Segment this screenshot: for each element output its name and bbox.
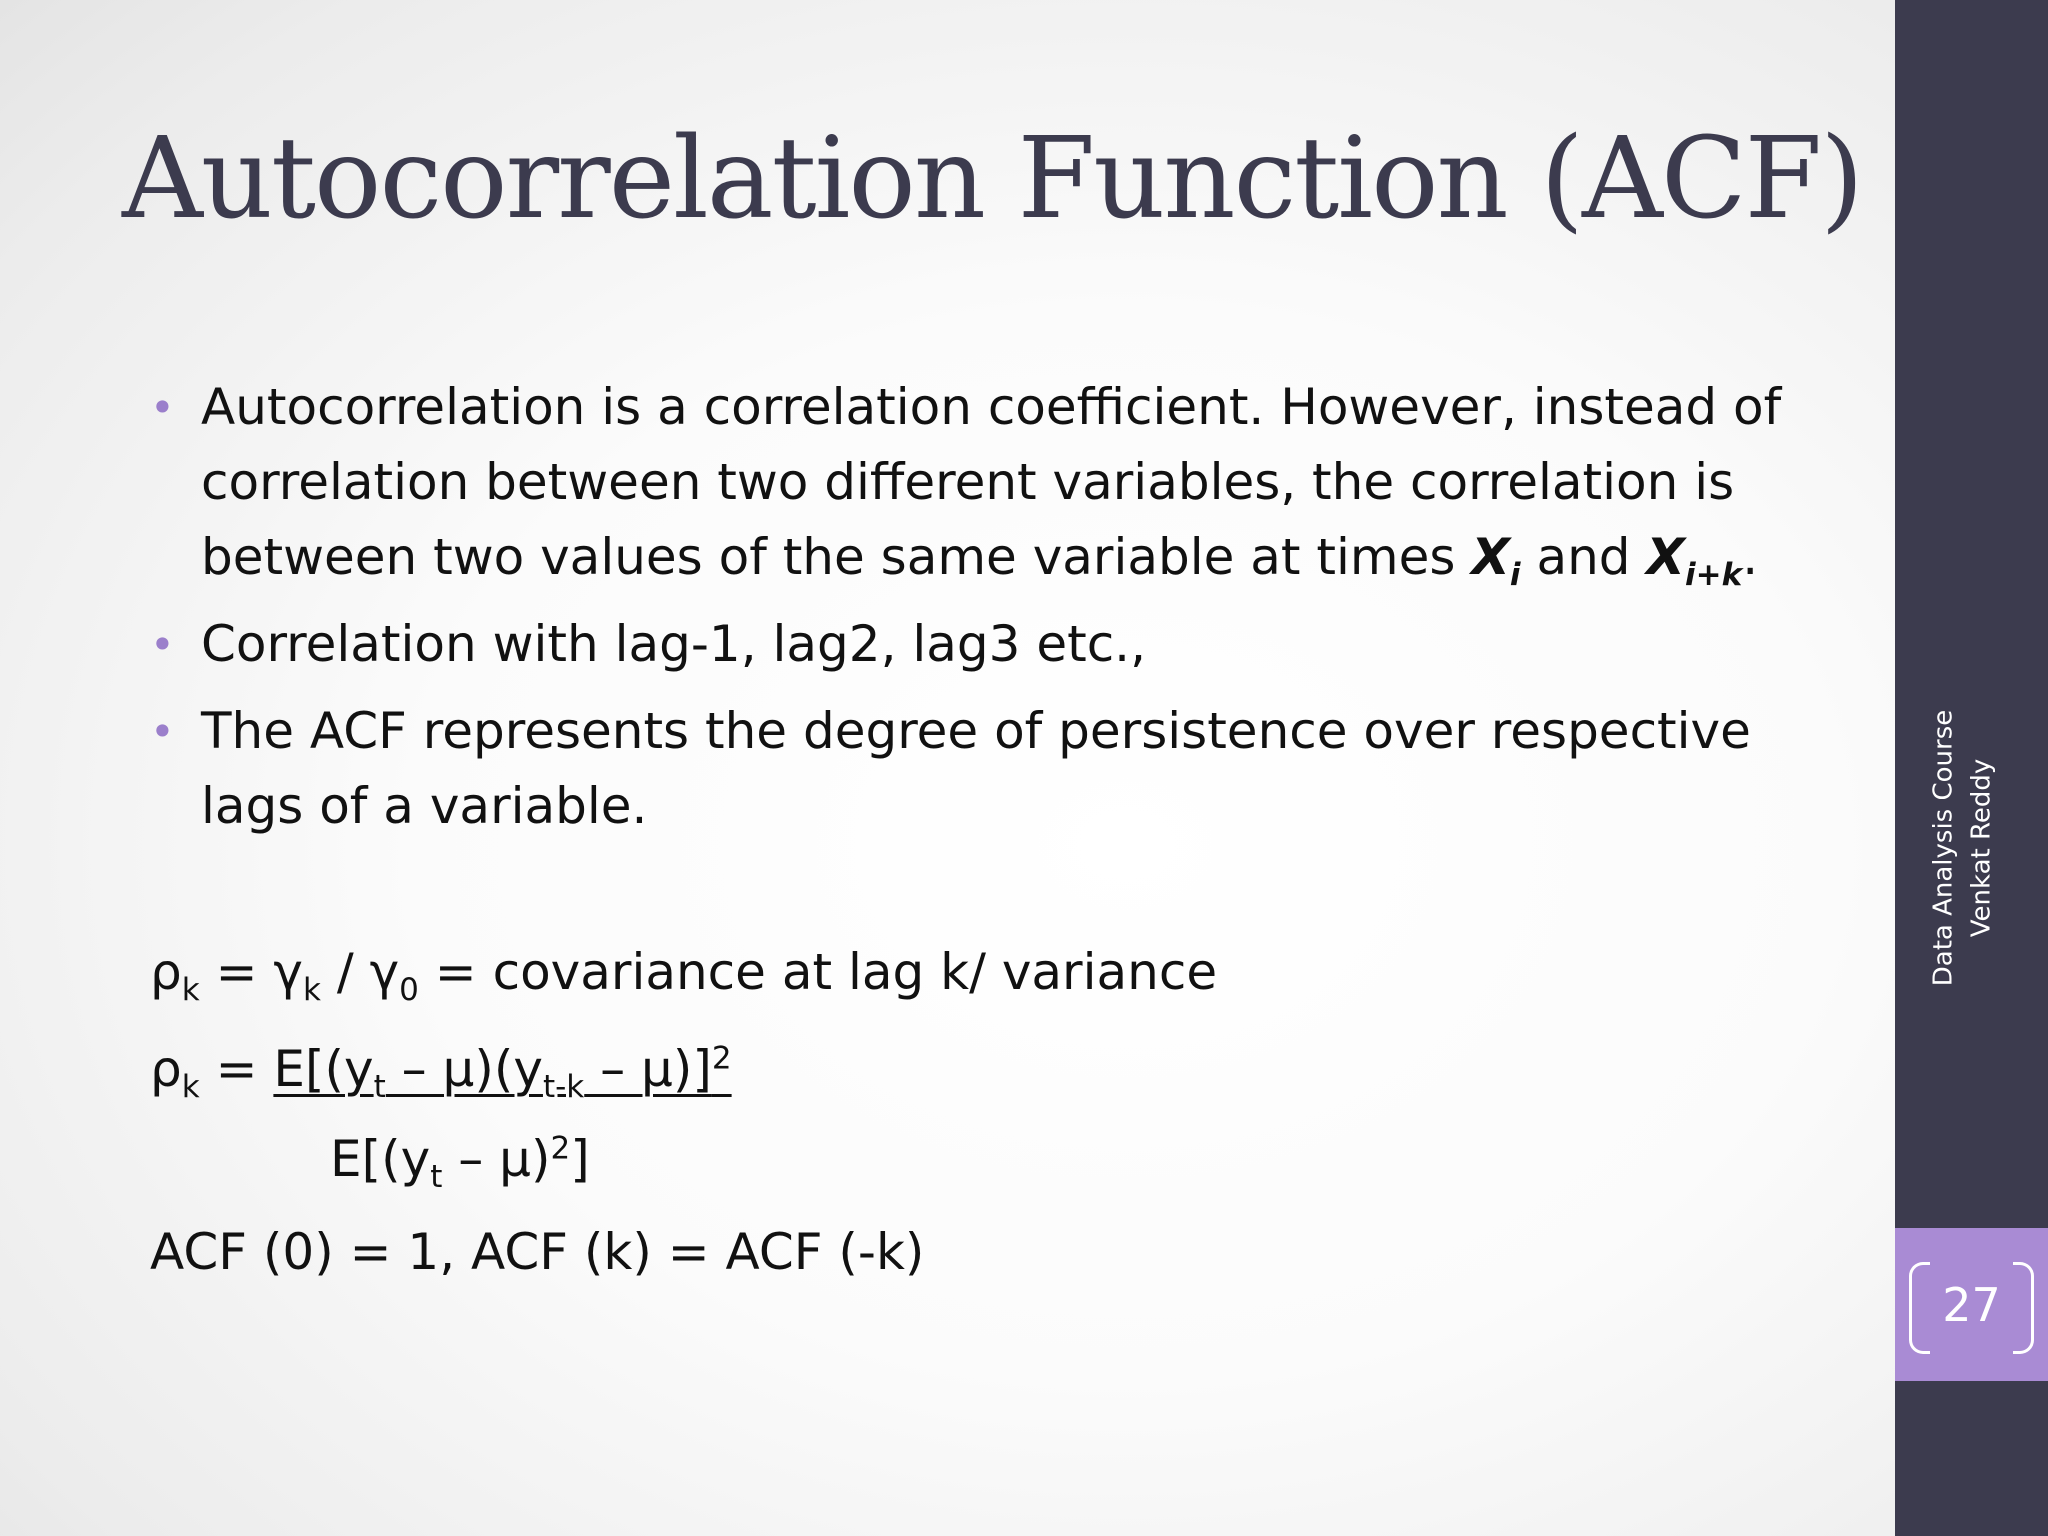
formula-denominator: $E[(y_t - \mu)^2]$: [330, 1130, 590, 1195]
formula-acf-properties: ACF (0) = 1, ACF (k) = ACF (-k): [150, 1223, 925, 1281]
bullet-item-lags: • Correlation with lag-1, lag2, lag3 etc.,: [150, 607, 1790, 682]
bullet-text: Autocorrelation is a correlation coefficient. However, instead of correlation between two different variables, the correlation is between two values of the same variable at times: [201, 378, 1782, 586]
formula-numerator: $E[(y_t - \mu)(y_{t-k} - \mu)]^2$: [273, 1040, 732, 1105]
bullet-list: [150, 370, 1790, 844]
page-number-box: [1895, 1228, 2048, 1381]
footer-course-name: Data Analysis Course: [1928, 709, 1959, 986]
math-x-i-plus-k: $X_{i+k}$: [1646, 528, 1743, 593]
formula-rho-expectation: $\rho_k = E[(y_t - \mu)(y_{t-k} - \mu)]^2$: [150, 1040, 732, 1105]
footer-course-info: [1922, 705, 2002, 990]
slide-title: Autocorrelation Function (ACF): [122, 114, 1862, 244]
footer-author: Venkat Reddy: [1966, 758, 1997, 937]
bullet-item-autocorrelation-definition: • Autocorrelation is a correlation coefficient. However, instead of correlation between two different variables, the correlation is between two values of the same variable at times $X_i$ and $X_{i+k}$.: [150, 370, 1790, 595]
bullet-item-acf-persistence: • The ACF represents the degree of persistence over respective lags of a variable.: [150, 694, 1790, 844]
page-number: 27: [1942, 1277, 2001, 1332]
formula-rho-definition: $\rho_k = \gamma_k / \gamma_0$ = covariance at lag k/ variance: [150, 943, 1218, 1008]
math-x-i: $X_i$: [1471, 528, 1521, 593]
slide-body: [150, 370, 1790, 1281]
